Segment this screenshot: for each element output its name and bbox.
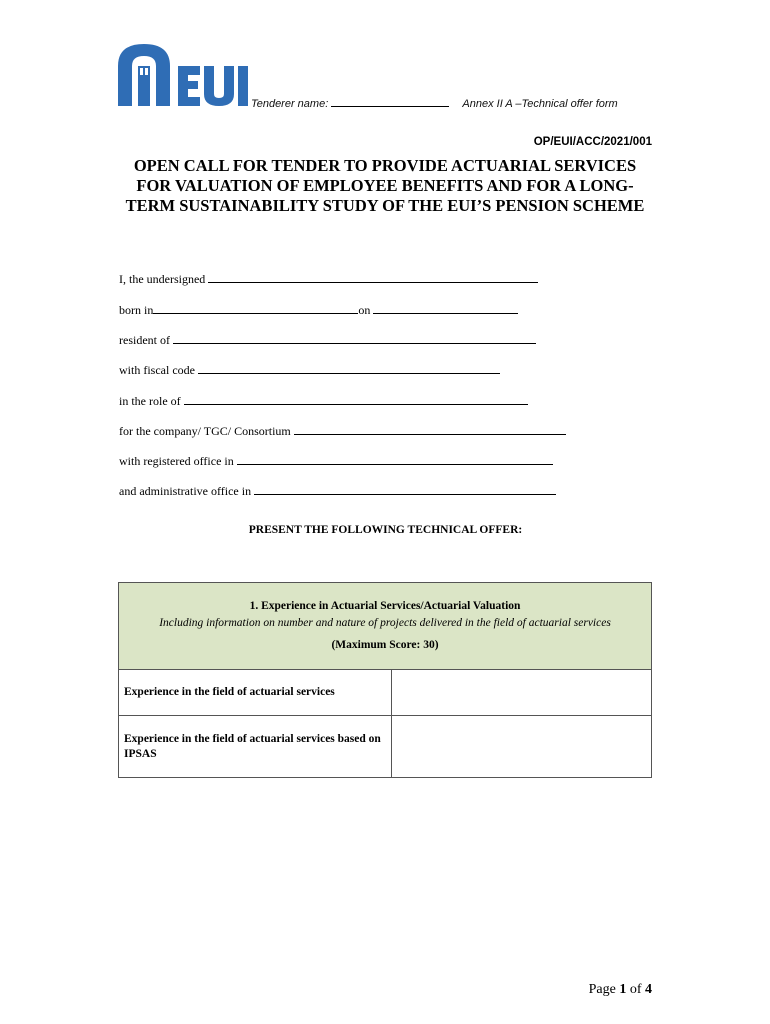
field-blank[interactable] [198, 363, 500, 374]
row-label: Experience in the field of actuarial services based on IPSAS [119, 716, 392, 778]
present-offer-heading: PRESENT THE FOLLOWING TECHNICAL OFFER: [248, 524, 523, 536]
title-line: TERM SUSTAINABILITY STUDY OF THE EUI’S PENSION SCHEME [125, 196, 645, 215]
page-word: Page [588, 982, 616, 997]
field-label: I, the undersigned [119, 272, 206, 286]
section-title: 1. Experience in Actuarial Services/Actuarial Valuation [249, 599, 521, 612]
document-title [105, 156, 665, 216]
field-role [119, 394, 528, 410]
field-blank[interactable] [153, 303, 358, 314]
response-cell[interactable] [392, 716, 652, 778]
field-label: born in [119, 303, 154, 317]
header-line [251, 96, 618, 110]
title-line: OPEN CALL FOR TENDER TO PROVIDE ACTUARIAL SERVICES [133, 156, 637, 175]
page-number: 1 [619, 982, 627, 997]
of-word: of [629, 982, 642, 997]
field-label: and administrative office in [119, 484, 252, 498]
field-label-on: on [358, 303, 371, 317]
page-total: 4 [645, 982, 652, 997]
title-line: FOR VALUATION OF EMPLOYEE BENEFITS AND FOR A LONG- [136, 176, 634, 195]
reference-number: OP/EUI/ACC/2021/001 [533, 136, 652, 148]
response-cell[interactable] [392, 670, 652, 716]
field-administrative-office [119, 484, 556, 500]
field-label: in the role of [119, 394, 181, 408]
field-company [119, 424, 566, 440]
field-blank[interactable] [294, 424, 566, 435]
field-label: with registered office in [119, 454, 234, 468]
field-born-in [119, 303, 518, 319]
field-blank[interactable] [254, 484, 556, 495]
eui-logo-graphic [118, 42, 250, 106]
max-score: (Maximum Score: 30) [331, 638, 439, 651]
field-resident-of [119, 333, 536, 349]
field-undersigned [119, 272, 538, 288]
section-header-cell [119, 583, 652, 670]
tenderer-name-blank[interactable] [331, 96, 449, 107]
eui-logo [118, 42, 250, 106]
field-label: resident of [119, 333, 170, 347]
technical-offer-table [118, 582, 652, 778]
field-blank[interactable] [208, 272, 538, 283]
tenderer-name-label: Tenderer name: [251, 98, 329, 110]
field-blank[interactable] [173, 333, 536, 344]
field-blank[interactable] [237, 454, 553, 465]
section-description: Including information on number and nature of projects delivered in the field of actuarial services [159, 616, 611, 629]
table-header-row [119, 583, 652, 670]
annex-label: Annex II A –Technical offer form [462, 98, 618, 110]
row-label: Experience in the field of actuarial services [119, 670, 392, 716]
table-row [119, 670, 652, 716]
field-fiscal-code [119, 363, 500, 379]
field-blank-date[interactable] [373, 303, 518, 314]
field-blank[interactable] [184, 394, 528, 405]
field-label: for the company/ TGC/ Consortium [119, 424, 291, 438]
table-row [119, 716, 652, 778]
field-label: with fiscal code [119, 363, 195, 377]
field-registered-office [119, 454, 553, 470]
page-footer [589, 982, 652, 998]
